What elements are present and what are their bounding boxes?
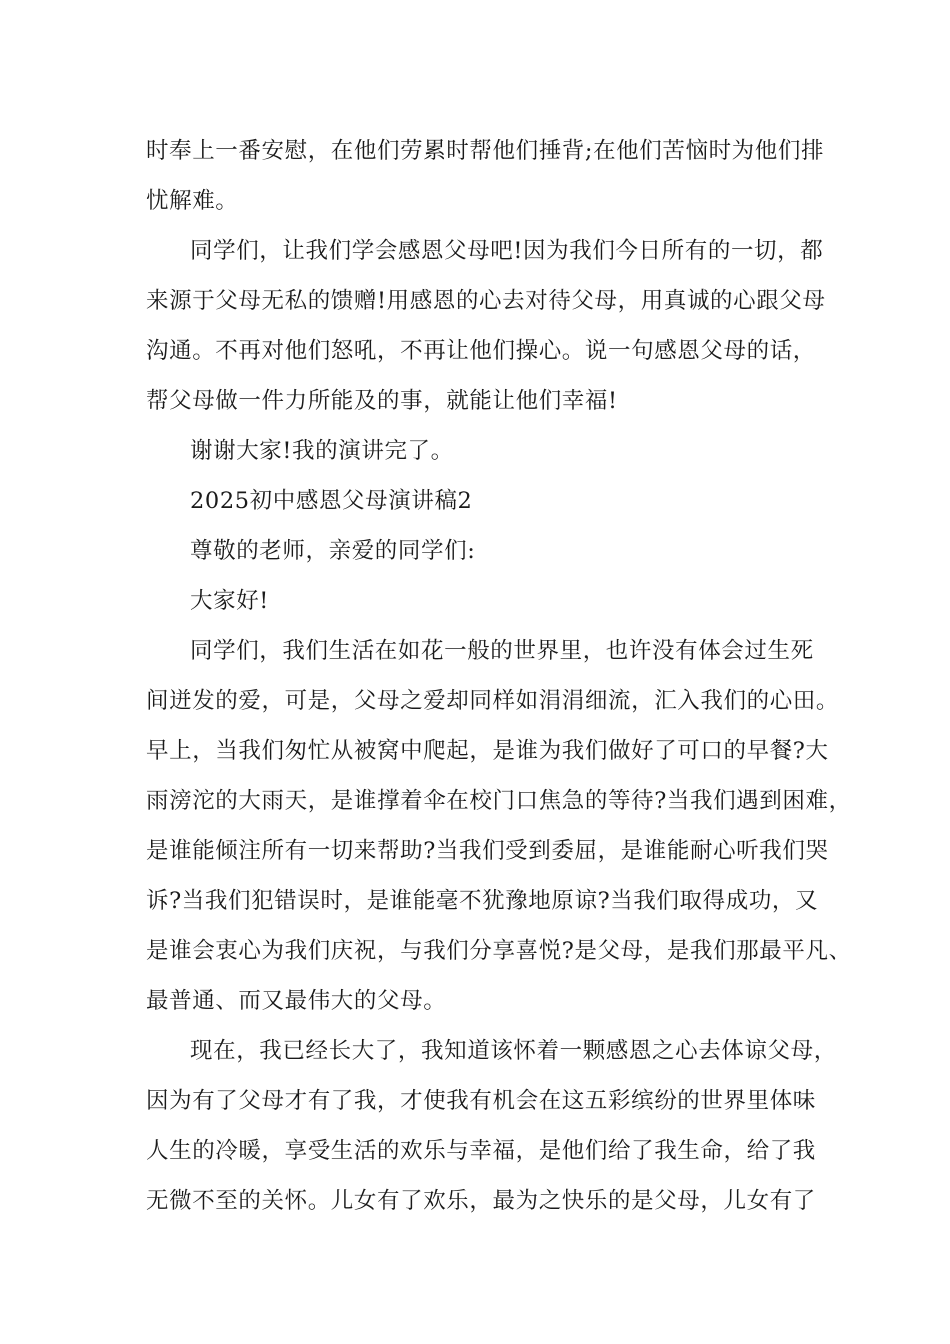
paragraph-line: 帮父母做一件力所能及的事，就能让他们幸福! bbox=[146, 388, 618, 414]
paragraph-line: 早上，当我们匆忙从被窝中爬起，是谁为我们做好了可口的早餐?大 bbox=[146, 738, 829, 764]
greeting-line: 大家好! bbox=[190, 588, 269, 614]
paragraph-line: 现在，我已经长大了，我知道该怀着一颗感恩之心去体谅父母， bbox=[190, 1038, 837, 1064]
paragraph-line: 同学们，我们生活在如花一般的世界里，也许没有体会过生死 bbox=[190, 638, 814, 664]
paragraph-line: 人生的冷暖，享受生活的欢乐与幸福，是他们给了我生命，给了我 bbox=[146, 1138, 816, 1164]
paragraph-line: 同学们，让我们学会感恩父母吧!因为我们今日所有的一切，都 bbox=[190, 238, 824, 264]
paragraph-line: 间迸发的爱，可是，父母之爱却同样如涓涓细流，汇入我们的心田。 bbox=[146, 688, 840, 714]
paragraph-line: 是谁能倾注所有一切来帮助?当我们受到委屈，是谁能耐心听我们哭 bbox=[146, 838, 829, 864]
paragraph-line: 无微不至的关怀。儿女有了欢乐，最为之快乐的是父母，儿女有了 bbox=[146, 1188, 816, 1214]
section-title: 2025初中感恩父母演讲稿2 bbox=[190, 488, 473, 514]
paragraph-line: 谢谢大家!我的演讲完了。 bbox=[190, 438, 454, 464]
paragraph-line: 忧解难。 bbox=[146, 188, 239, 214]
paragraph-line: 时奉上一番安慰，在他们劳累时帮他们捶背;在他们苦恼时为他们排 bbox=[146, 138, 825, 164]
paragraph-line: 雨滂沱的大雨天，是谁撑着伞在校门口焦急的等待?当我们遇到困难， bbox=[146, 788, 852, 814]
paragraph-line: 是谁会衷心为我们庆祝，与我们分享喜悦?是父母，是我们那最平凡、 bbox=[146, 938, 852, 964]
salutation-line: 尊敬的老师，亲爱的同学们: bbox=[190, 538, 476, 564]
paragraph-line: 因为有了父母才有了我，才使我有机会在这五彩缤纷的世界里体味 bbox=[146, 1088, 816, 1114]
paragraph-line: 最普通、而又最伟大的父母。 bbox=[146, 988, 447, 1014]
paragraph-line: 诉?当我们犯错误时，是谁能毫不犹豫地原谅?当我们取得成功，又 bbox=[146, 888, 819, 914]
paragraph-line: 来源于父母无私的馈赠!用感恩的心去对待父母，用真诚的心跟父母 bbox=[146, 288, 826, 314]
paragraph-line: 沟通。不再对他们怒吼，不再让他们操心。说一句感恩父母的话， bbox=[146, 338, 816, 364]
